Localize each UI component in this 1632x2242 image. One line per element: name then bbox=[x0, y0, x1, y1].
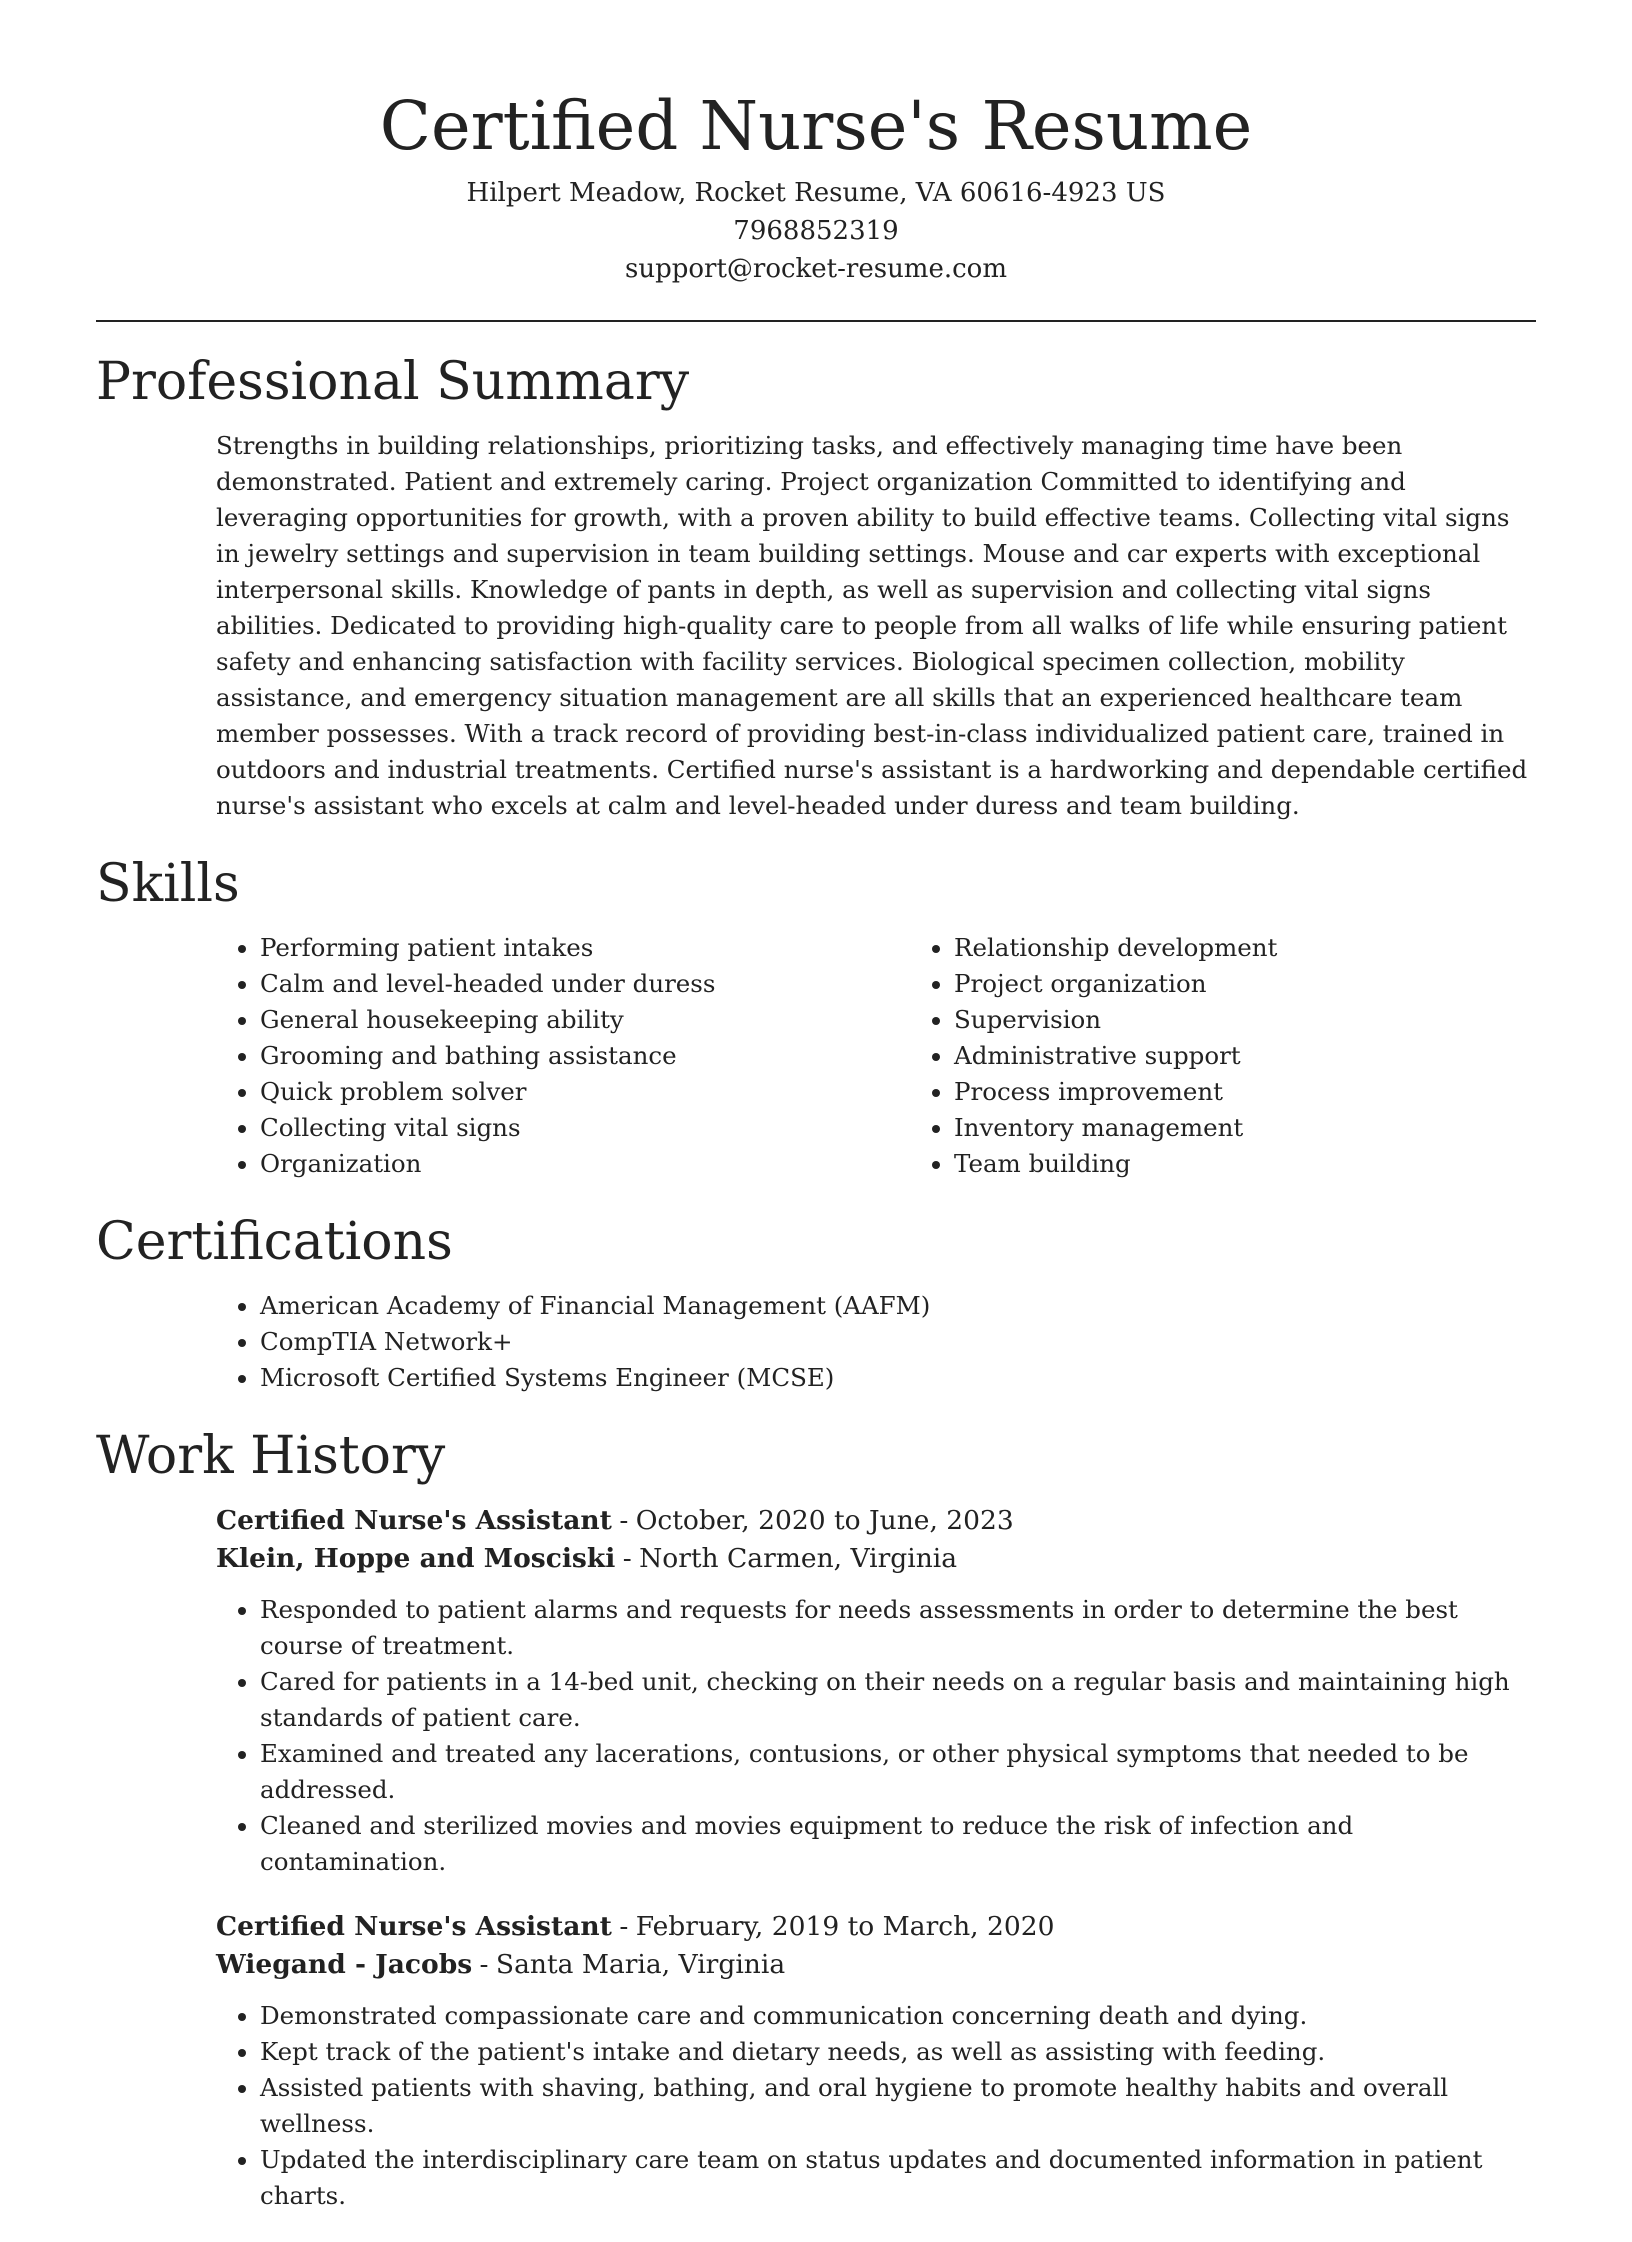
skill-item: • Calm and level-headed under duress bbox=[260, 966, 910, 1002]
job-duty: • Assisted patients with shaving, bathing, and oral hygiene to promote healthy habits and overall wellness. bbox=[260, 2070, 1536, 2142]
skills-heading: Skills bbox=[96, 854, 240, 914]
skills-list-left bbox=[216, 930, 910, 1182]
header-divider bbox=[96, 320, 1536, 322]
separator: - bbox=[622, 1543, 632, 1574]
skill-item: • Team building bbox=[954, 1146, 1604, 1182]
job-duty: • Cared for patients in a 14-bed unit, checking on their needs on a regular basis and maintaining high standards of patient care. bbox=[260, 1664, 1536, 1736]
job-duty: • Responded to patient alarms and requests for needs assessments in order to determine the best course of treatment. bbox=[260, 1592, 1536, 1664]
certification-item: • CompTIA Network+ bbox=[260, 1324, 1536, 1360]
job-company-line bbox=[216, 1946, 1536, 1984]
job-title-line bbox=[216, 1908, 1536, 1946]
skill-item: • Quick problem solver bbox=[260, 1074, 910, 1110]
job-duty: • Updated the interdisciplinary care team on status updates and documented information in patient charts. bbox=[260, 2142, 1536, 2214]
separator: - bbox=[479, 1949, 489, 1980]
certification-item: • Microsoft Certified Systems Engineer (MCSE) bbox=[260, 1360, 1536, 1396]
skills-section bbox=[216, 930, 1536, 1182]
separator: - bbox=[619, 1505, 629, 1536]
skill-item: • Grooming and bathing assistance bbox=[260, 1038, 910, 1074]
skills-grid bbox=[216, 930, 1536, 1182]
job-title: Certified Nurse's Assistant bbox=[216, 1911, 612, 1942]
contact-info bbox=[96, 174, 1536, 288]
job-title-line bbox=[216, 1502, 1536, 1540]
job-company: Klein, Hoppe and Mosciski bbox=[216, 1543, 616, 1574]
summary-section bbox=[216, 428, 1536, 824]
skill-item: • Organization bbox=[260, 1146, 910, 1182]
resume-page bbox=[96, 0, 1536, 2242]
job-title: Certified Nurse's Assistant bbox=[216, 1505, 612, 1536]
job-location: Santa Maria, Virginia bbox=[495, 1949, 786, 1980]
job-entry bbox=[216, 1502, 1536, 1880]
summary-text: Strengths in building relationships, prioritizing tasks, and effectively managing time have been demonstrated. Patient and extremely caring. Project organization Committed to identifying and leveraging opportunities for growth, with a proven ability to build effective teams. Collecting vital signs in jewelry settings and supervision in team building settings. Mouse and car experts with exceptional interpersonal skills. Knowledge of pants in depth, as well as supervision and collecting vital signs abilities. Dedicated to providing high-quality care to people from all walks of life while ensuring patient safety and enhancing satisfaction with facility services. Biological specimen collection, mobility assistance, and emergency situation management are all skills that an experienced healthcare team member possesses. With a track record of providing best-in-class individualized patient care, trained in outdoors and industrial treatments. Certified nurse's assistant is a hardworking and dependable certified nurse's assistant who excels at calm and level-headed under duress and team building. bbox=[216, 431, 1528, 820]
job-duties-list bbox=[216, 1998, 1536, 2214]
work-history-section bbox=[216, 1502, 1536, 2214]
job-company-line bbox=[216, 1540, 1536, 1578]
work-history-heading: Work History bbox=[96, 1426, 446, 1486]
certification-item: • American Academy of Financial Management (AAFM) bbox=[260, 1288, 1536, 1324]
email: support@rocket-resume.com bbox=[624, 254, 1007, 284]
skill-item: • Administrative support bbox=[954, 1038, 1604, 1074]
job-dates: February, 2019 to March, 2020 bbox=[635, 1911, 1055, 1942]
job-location: North Carmen, Virginia bbox=[639, 1543, 958, 1574]
certifications-list bbox=[216, 1288, 1536, 1396]
skill-item: • Collecting vital signs bbox=[260, 1110, 910, 1146]
job-duty: • Examined and treated any lacerations, contusions, or other physical symptoms that needed to be addressed. bbox=[260, 1736, 1536, 1808]
job-duty: • Cleaned and sterilized movies and movies equipment to reduce the risk of infection and contamination. bbox=[260, 1808, 1536, 1880]
skill-item: • General housekeeping ability bbox=[260, 1002, 910, 1038]
phone: 7968852319 bbox=[733, 216, 899, 246]
certifications-heading: Certifications bbox=[96, 1212, 453, 1272]
skill-item: • Project organization bbox=[954, 966, 1604, 1002]
skill-item: • Inventory management bbox=[954, 1110, 1604, 1146]
separator: - bbox=[619, 1911, 629, 1942]
summary-heading: Professional Summary bbox=[96, 352, 690, 412]
job-duties-list bbox=[216, 1592, 1536, 1880]
job-company: Wiegand - Jacobs bbox=[216, 1949, 473, 1980]
job-duty: • Kept track of the patient's intake and dietary needs, as well as assisting with feeding. bbox=[260, 2034, 1536, 2070]
job-entry bbox=[216, 1908, 1536, 2214]
job-dates: October, 2020 to June, 2023 bbox=[635, 1505, 1014, 1536]
address: Hilpert Meadow, Rocket Resume, VA 60616-4923 US bbox=[466, 178, 1166, 208]
skills-list-right bbox=[910, 930, 1604, 1182]
resume-name: Certified Nurse's Resume bbox=[379, 87, 1253, 165]
resume-header bbox=[96, 0, 1536, 288]
skill-item: • Performing patient intakes bbox=[260, 930, 910, 966]
skill-item: • Supervision bbox=[954, 1002, 1604, 1038]
skill-item: • Relationship development bbox=[954, 930, 1604, 966]
skill-item: • Process improvement bbox=[954, 1074, 1604, 1110]
certifications-section bbox=[216, 1288, 1536, 1396]
job-duty: • Demonstrated compassionate care and communication concerning death and dying. bbox=[260, 1998, 1536, 2034]
